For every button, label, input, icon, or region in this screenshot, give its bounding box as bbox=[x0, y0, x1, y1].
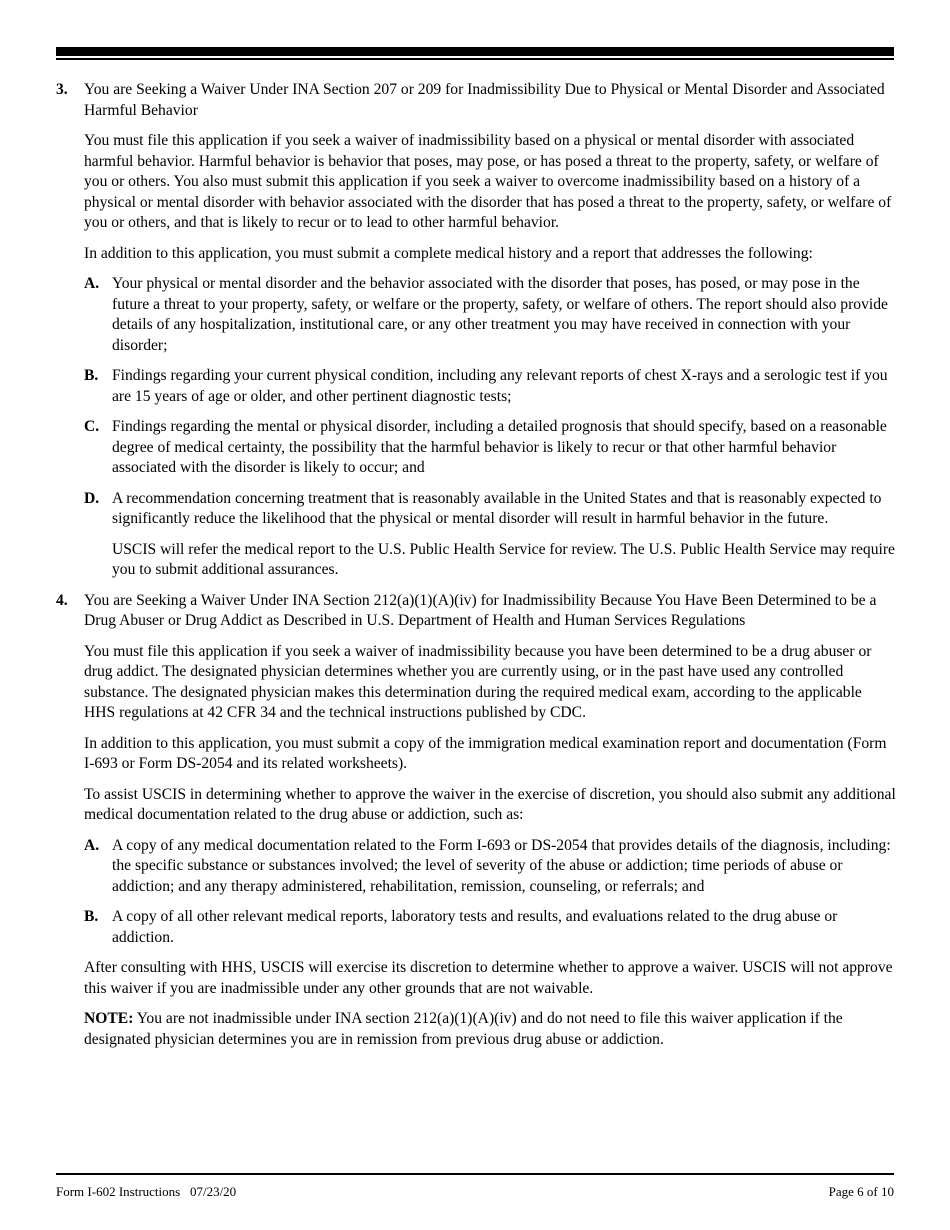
list-item bbox=[84, 907, 896, 948]
section-number: 3. bbox=[56, 81, 68, 98]
paragraph: After consulting with HHS, USCIS will exercise its discretion to determine whether to approve a waiver. USCIS will not approve this waiver if you are inadmissible under any other grounds that are not waivable. bbox=[84, 959, 893, 997]
section-4 bbox=[56, 591, 896, 1051]
list-item-letter: D. bbox=[84, 489, 100, 507]
list-item-text: A copy of any medical documentation related to the Form I-693 or DS-2054 that provides details of the diagnosis, including: the specific substance or substances involved; the level of severity of the abuse or addiction; time periods of abuse or addiction; and any therapy administered, rehabilitation, remission, counseling, or referrals; and bbox=[112, 836, 891, 895]
section-number: 4. bbox=[56, 591, 68, 609]
note-text: You are not inadmissible under INA section 212(a)(1)(A)(iv) and do not need to file this waiver application if the designated physician determines you are in remission from previous drug abuse or addiction. bbox=[84, 1010, 843, 1048]
paragraph: You must file this application if you seek a waiver of inadmissibility based on a physical or mental disorder with associated harmful behavior. Harmful behavior is behavior that poses, may pose, or has posed a threat to the property, safety, or welfare of you or others. You also must submit this application if you seek a waiver to overcome inadmissibility based on a history of a physical or mental disorder with behavior associated with the disorder that has posed a threat to the property, safety, or welfare of you or others, and that is likely to recur or to lead to other harmful behavior. bbox=[84, 132, 892, 231]
list-item-letter: C. bbox=[84, 418, 100, 435]
paragraph: USCIS will refer the medical report to the U.S. Public Health Service for review. The U.S. Public Health Service may require you to submit additional assurances. bbox=[112, 540, 895, 578]
list-item bbox=[84, 489, 896, 530]
list-item bbox=[84, 836, 896, 898]
list-item bbox=[84, 274, 896, 356]
list-item bbox=[84, 417, 896, 479]
section-heading: You are Seeking a Waiver Under INA Section 207 or 209 for Inadmissibility Due to Physical or Mental Disorder and Associated Harmful Behavior bbox=[84, 81, 885, 119]
list-item-text: A copy of all other relevant medical reports, laboratory tests and results, and evaluations related to the drug abuse or addiction. bbox=[112, 908, 838, 946]
list-item-letter: B. bbox=[84, 367, 99, 384]
note-label: NOTE: bbox=[84, 1010, 134, 1027]
section-3 bbox=[56, 80, 896, 581]
footer-rule bbox=[56, 1173, 894, 1175]
list-item bbox=[84, 366, 896, 407]
paragraph: In addition to this application, you must submit a copy of the immigration medical examination report and documentation (Form I-693 or Form DS-2054 and its related worksheets). bbox=[84, 734, 887, 772]
list-item-letter: A. bbox=[84, 275, 100, 292]
list-item-letter: B. bbox=[84, 908, 99, 925]
note-paragraph bbox=[84, 1009, 896, 1050]
header-rule-thin bbox=[56, 58, 894, 60]
section-heading: You are Seeking a Waiver Under INA Section 212(a)(1)(A)(iv) for Inadmissibility Because You Have Been Determined to be a Drug Abuser or Drug Addict as Described in U.S. Department of Health and Human Services Regulations bbox=[84, 591, 877, 629]
list-item-text: Findings regarding the mental or physical disorder, including a detailed prognosis that should specify, based on a reasonable degree of medical certainty, the possibility that the harmful behavior is likely to recur or that other harmful behavior associated with the disorder is likely to occur; and bbox=[112, 418, 887, 476]
paragraph: In addition to this application, you must submit a complete medical history and a report that addresses the following: bbox=[84, 244, 813, 262]
page-footer bbox=[56, 1184, 894, 1200]
paragraph: To assist USCIS in determining whether to approve the waiver in the exercise of discretion, you should also submit any additional medical documentation related to the drug abuse or addiction, such as: bbox=[84, 785, 896, 823]
form-identifier: Form I-602 Instructions 07/23/20 bbox=[56, 1184, 237, 1199]
list-item-letter: A. bbox=[84, 836, 100, 854]
document-body bbox=[56, 80, 896, 1060]
header-rule-thick bbox=[56, 47, 894, 56]
page-number: Page 6 of 10 bbox=[828, 1184, 894, 1199]
list-item-text: Your physical or mental disorder and the behavior associated with the disorder that poses, has posed, or may pose in the future a threat to your property, safety, or welfare or the property, safety, or welfare of others. The report should also provide details of any hospitalization, institutional care, or any other treatment you may have received in connection with your disorder; bbox=[112, 275, 888, 354]
paragraph: You must file this application if you seek a waiver of inadmissibility because you have been determined to be a drug abuser or drug addict. The designated physician determines whether you are currently using, or in the past have used any controlled substance. The designated physician makes this determination during the required medical exam, according to the applicable HHS regulations at 42 CFR 34 and the technical instructions published by CDC. bbox=[84, 642, 872, 721]
list-item-text: A recommendation concerning treatment that is reasonably available in the United States and that is reasonably expected to significantly reduce the likelihood that the physical or mental disorder will result in harmful behavior in the future. bbox=[112, 489, 882, 527]
list-item-text: Findings regarding your current physical condition, including any relevant reports of chest X-rays and a serologic test if you are 15 years of age or older, and other pertinent diagnostic tests; bbox=[112, 367, 888, 405]
